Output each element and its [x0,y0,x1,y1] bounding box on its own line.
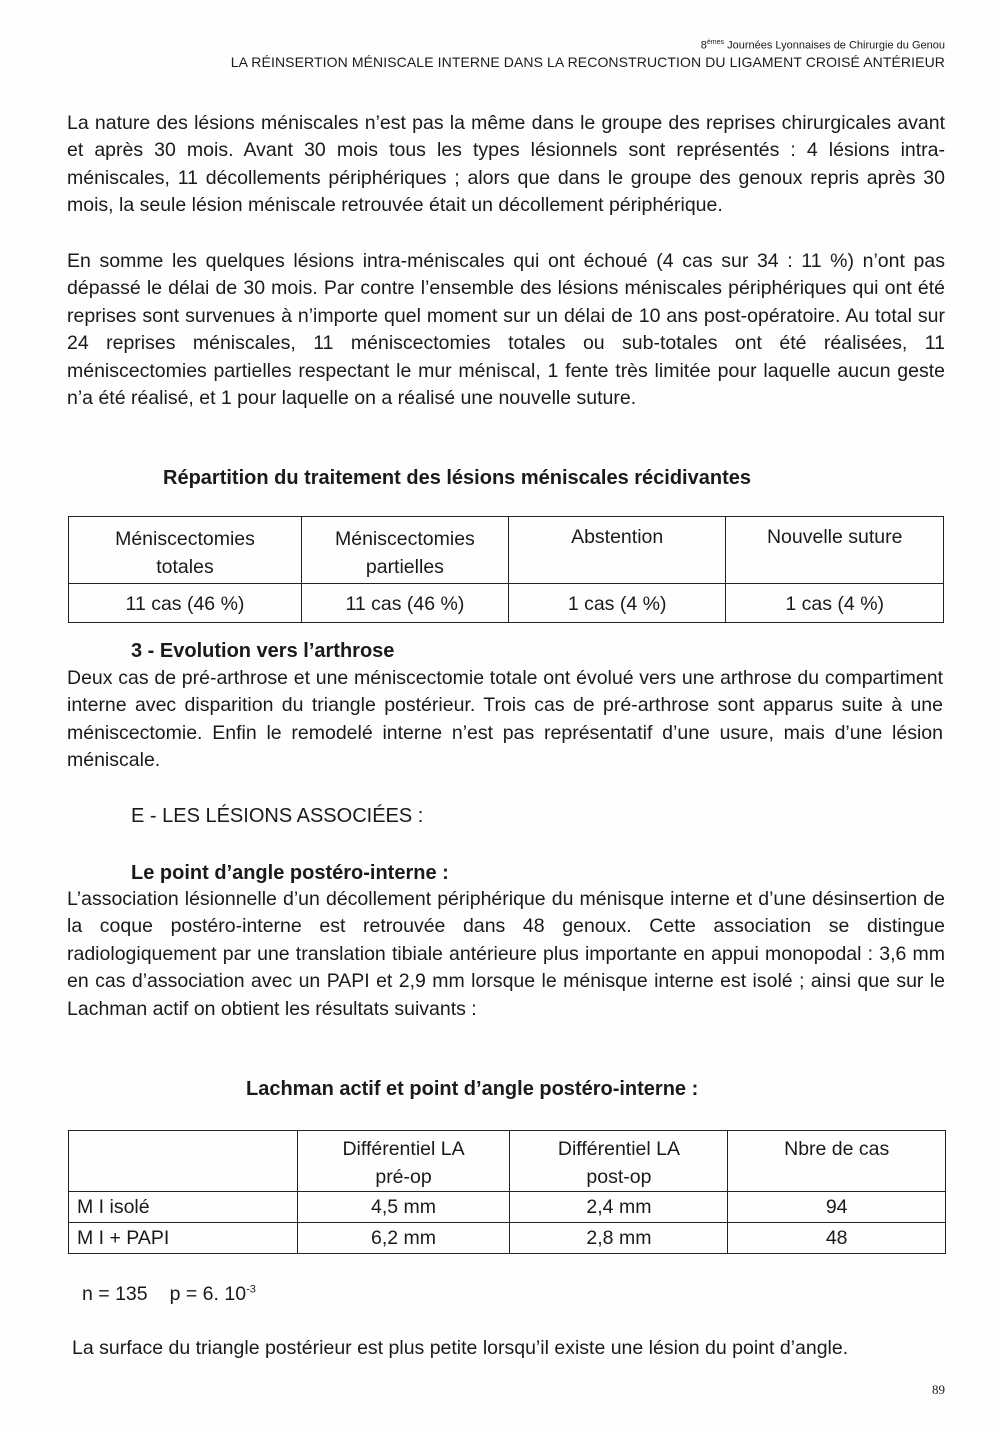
section3-heading: 3 - Evolution vers l’arthrose [131,640,395,662]
paragraph-associated-lesions: L’association lésionnelle d’un décollement périphérique du ménisque interne et d’une désinsertion de la coque postéro-interne est retrouvée dans 48 genoux. Cette association se distingue radiologiquement par une translation tibiale antérieure plus importante en appui monopodal : 3,6 mm en cas d’association avec un PAPI et 2,9 mm lorsque le ménisque interne est isolé ; ainsi que sur le Lachman actif on obtient les résultats suivants : [67,888,945,1020]
paragraph-lesion-nature: La nature des lésions méniscales n’est pas la même dans le groupe des reprises chirurgicales avant et après 30 mois. Avant 30 mois tous les types lésionnels sont représentés : 4 lésions intra-méniscales, 11 décollements périphériques ; alors que dans le groupe des genoux repris après 30 mois, la seule lésion méniscale retrouvée était un décollement périphérique. [67,112,945,217]
table-row-label: M I isolé [69,1192,298,1223]
table-cell: 2,4 mm [510,1192,728,1223]
table-cell: 11 cas (46 %) [69,584,302,623]
table-header-cell: Nbre de cas [728,1131,946,1192]
page-number: 89 [932,1382,945,1397]
table-row-label: M I + PAPI [69,1223,298,1254]
table-header-cell: Méniscectomies partielles [301,517,508,584]
table-cell: 94 [728,1192,946,1223]
conference-name: 8èmes Journées Lyonnaises de Chirurgie du Genou [700,39,945,52]
table-header-cell: Différentiel LA post-op [510,1131,728,1192]
table-cell: 1 cas (4 %) [726,584,944,623]
table-row [69,1192,946,1223]
lachman-table [68,1130,946,1254]
table-cell: 1 cas (4 %) [508,584,726,623]
table-row [69,517,944,584]
table-cell: 11 cas (46 %) [301,584,508,623]
treatment-table [68,516,944,623]
sample-size: n = 135 [82,1283,148,1305]
paragraph-conclusion: La surface du triangle postérieur est plus petite lorsqu’il existe une lésion du point d’angle. [72,1337,849,1359]
table-row [69,1131,946,1192]
table-cell: 6,2 mm [297,1223,510,1254]
sectionE-heading: E - LES LÉSIONS ASSOCIÉES : [131,805,424,827]
table-header-cell: Abstention [508,517,726,584]
paragraph-summary: En somme les quelques lésions intra-méniscales qui ont échoué (4 cas sur 34 : 11 %) n’ont pas dépassé le délai de 30 mois. Par contre l’ensemble des lésions méniscales périphériques qui ont été reprises sont survenues à n’importe quel moment sur un délai de 10 ans post-opératoire. Au total sur 24 reprises méniscales, 11 méniscectomies totales ou sub-totales ont été réalisées, 11 méniscectomies partielles respectant le mur méniscal, 1 fente très limitée pour laquelle aucun geste n’a été réalisé, et 1 pour laquelle on a réalisé une nouvelle suture. [67,250,945,410]
table-cell: 4,5 mm [297,1192,510,1223]
article-title: LA RÉINSERTION MÉNISCALE INTERNE DANS LA RECONSTRUCTION DU LIGAMENT CROISÉ ANTÉRIEUR [230,53,945,70]
table2-title: Lachman actif et point d’angle postéro-interne : [246,1078,699,1100]
table-cell: 48 [728,1223,946,1254]
table-header-cell: Différentiel LA pré-op [297,1131,510,1192]
table-header-cell: Nouvelle suture [726,517,944,584]
p-value: p = 6. $10^{-3}$ [169,1283,256,1305]
statistics-line [82,1283,256,1306]
table-row [69,584,944,623]
table-header-cell [69,1131,298,1192]
table-header-cell: Méniscectomies totales [69,517,302,584]
table-row [69,1223,946,1254]
running-header [231,36,945,71]
paragraph-arthrosis: Deux cas de pré-arthrose et une méniscectomie totale ont évolué vers une arthrose du compartiment interne avec disparition du triangle postérieur. Trois cas de pré-arthrose sont apparus suite à une méniscectomie. Enfin le remodelé interne n’est pas représentatif d’une usure, mais d’une lésion méniscale. [67,667,943,772]
sectionE-subheading: Le point d’angle postéro-interne : [131,862,449,884]
table-cell: 2,8 mm [510,1223,728,1254]
table1-title: Répartition du traitement des lésions méniscales récidivantes [163,467,751,489]
